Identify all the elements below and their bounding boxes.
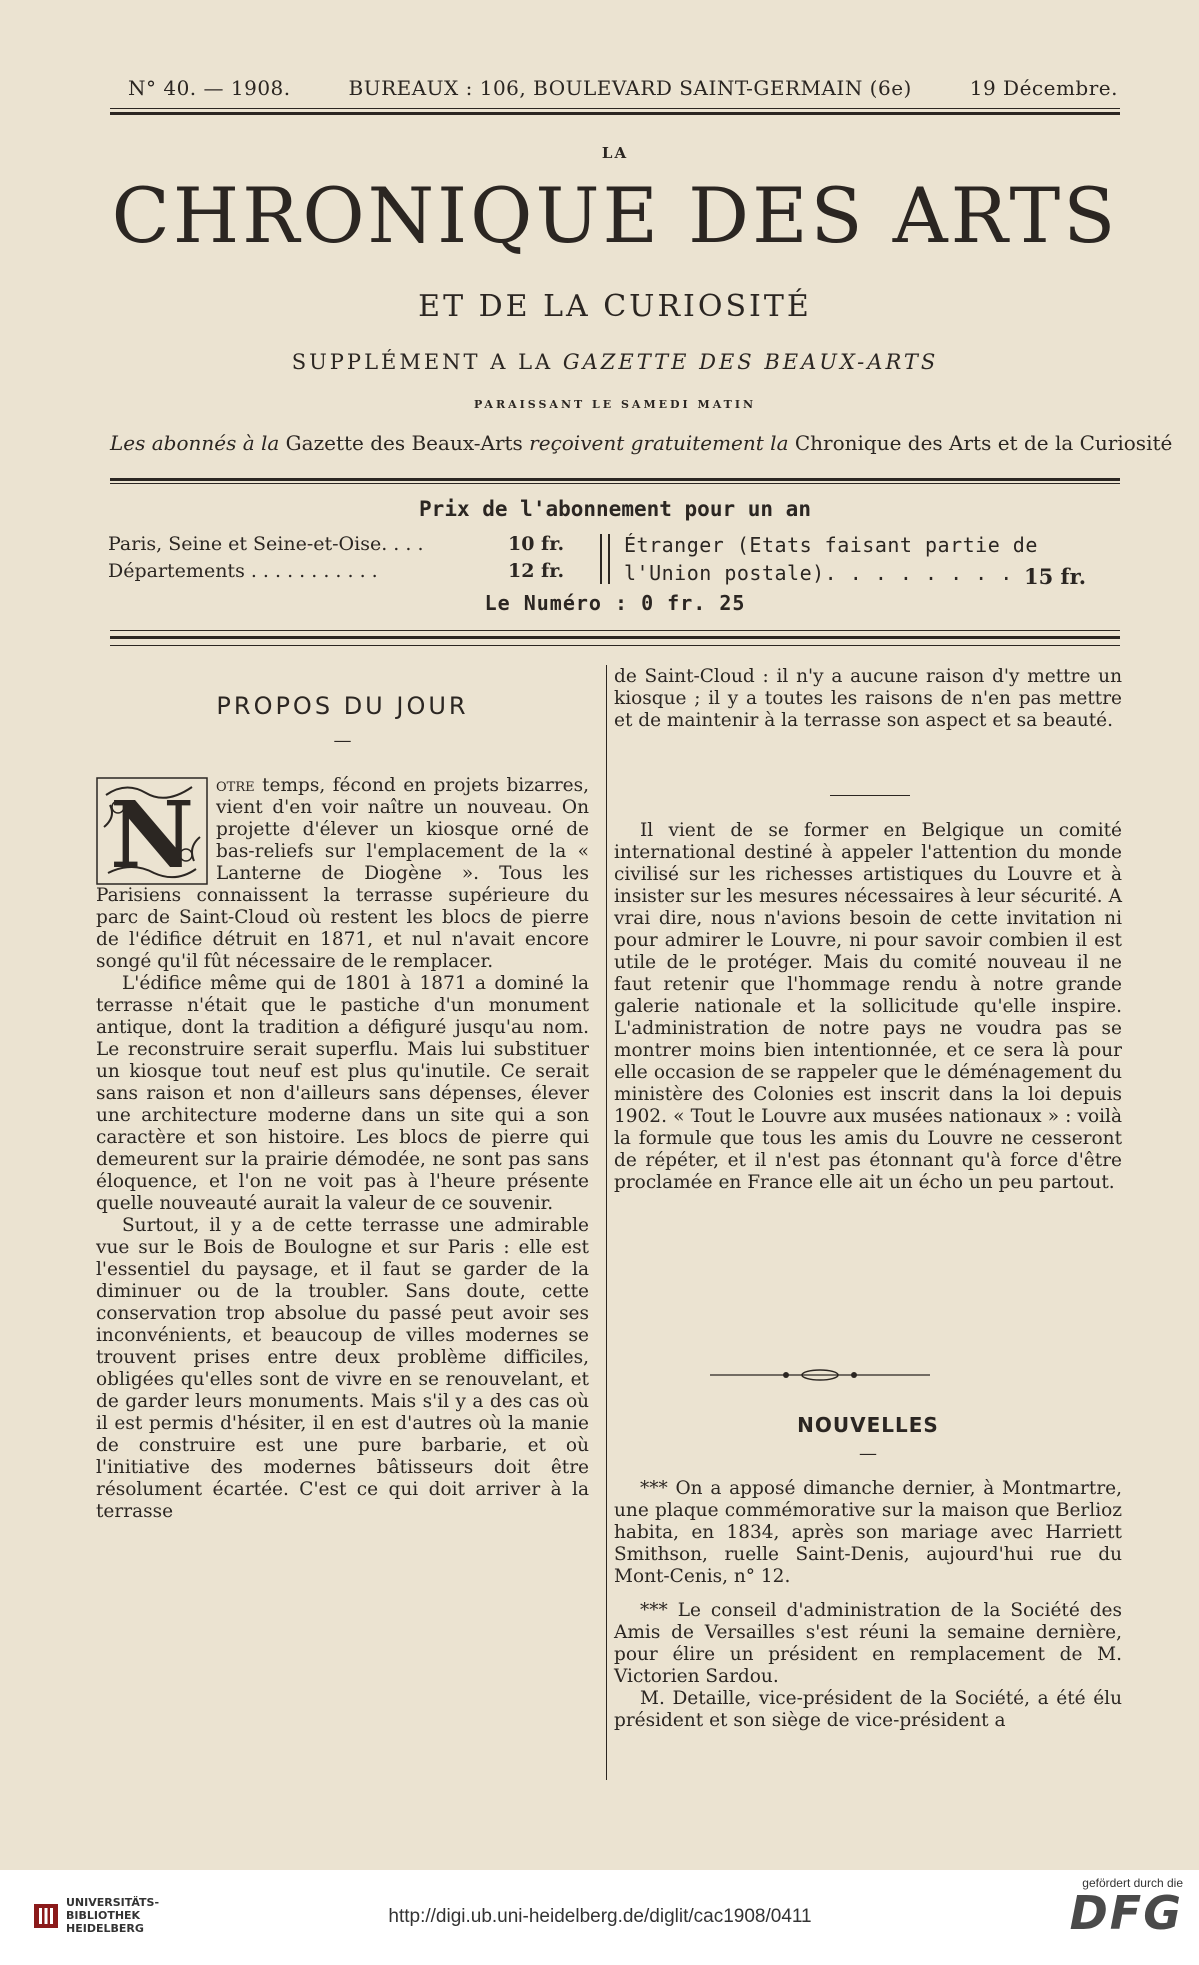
dfg-wordmark: DFG — [1069, 1886, 1183, 1940]
propos-paragraph-3: Surtout, il y a de cette terrasse une admirable vue sur le Bois de Boulogne et sur Paris : elle est l'essentiel du paysage, et il faut se garder de la diminuer ou de la troubler. Sans doute, cette conservation trop absolue du passé peut avoir ses inconvénients, et beaucoup de villes modernes se trouvent prises entre deux problème difficiles, obligées qu'elles sont de vivre en se renouvelant, et de garder leurs monuments. Mais s'il y a des cas où il est permis d'hésiter, il en est d'autres où la manie de construire est une pure barbarie, et où l'initiative des modernes bâtisseurs doit être résolument écartée. C'est ce qui doit arriver à la terrasse — [96, 1215, 589, 1522]
columns-rule-thin-2 — [110, 645, 1120, 646]
ornamental-initial-n — [96, 777, 208, 885]
news-item-versailles: *** Le conseil d'administration de la Société des Amis de Versailles s'est réuni la semaine dernière, pour élire un président en remplacement de M. Victorien Sardou. — [614, 1600, 1122, 1687]
column-divider — [606, 665, 607, 1780]
library-emblem-icon — [34, 1904, 58, 1928]
abonnes-part-1: Les abonnés à la — [110, 431, 280, 455]
subscription-departements — [108, 560, 593, 582]
propos-paragraph-2: L'édifice même qui de 1801 à 1871 a dominé la terrasse n'était que le pastiche d'un monument antique, dont la tradition a défiguré jusqu'au nom. Le reconstruire serait superflu. Mais lui substituer un kiosque tout neuf est plus qu'inutile. Ce serait sans raison et non d'ailleurs sans dépenses, élever une architecture moderne dans un site qui a son caractère et son histoire. Les blocs de pierre qui demeurent sur la prairie démodée, ne sont pas sans éloquence, et l'on ne voit pas à l'heure présente quelle nouveauté aurait la valeur de ce souvenir. — [96, 973, 589, 1214]
columns-rule-thin — [110, 630, 1120, 631]
library-name-line: HEIDELBERG — [66, 1922, 144, 1935]
page-subtitle: ET DE LA CURIOSITÉ — [418, 289, 812, 324]
masthead-rule-thick — [110, 112, 1120, 115]
masthead-rule-thin — [110, 108, 1120, 109]
dfg-caption: gefördert durch die — [1082, 1876, 1183, 1890]
dropcap-letter: N — [109, 781, 195, 885]
abonnes-part-2: Gazette des Beaux-Arts — [279, 431, 530, 455]
abonnes-part-4: Chronique des Arts et de la Curiosité — [788, 431, 1173, 455]
propos-first-word: otre — [216, 775, 255, 796]
louvre-paragraph: Il vient de se former en Belgique un comité international destiné à appeler l'attention du monde civilisé sur les richesses artistiques du Louvre et à insister sur les mesures nécessaires à leur sécurité. A vrai dire, nous n'avions besoin de cette invitation ni pour admirer le Louvre, ni pour savoir combien il est utile de le protéger. Mais du comité nouveau il ne faut retenir que l'hommage rendu à notre grande galerie nationale et la sollicitude qu'elle inspire. L'administration de notre pays ne voudra pas se montrer moins bien intentionnée, et ce sera là pour elle occasion de se rappeler que le déménagement du ministère des Colonies est inscrit dans la loi depuis 1902. « Tout le Louvre aux musées nationaux » : voilà la formule que tous les amis du Louvre ne cesseront de répéter, et il n'est pas étonnant qu'à force d'être proclamée en France elle ait un écho un peu partout. — [614, 820, 1122, 1193]
subscription-paris — [108, 533, 593, 555]
columns-rule-thick — [110, 636, 1120, 639]
propos-dash: — — [333, 730, 352, 751]
nouvelles-dash: — — [859, 1443, 877, 1464]
dfg-logo — [1069, 1876, 1183, 1940]
subscription-rule-top-thin — [110, 483, 1120, 484]
supplement-line — [110, 350, 1120, 374]
etranger-line-1: Étranger (Etats faisant partie de — [624, 533, 1038, 557]
news-item-berlioz: *** On a apposé dimanche dernier, à Montmartre, une plaque commémorative sur la maison que Berlioz habita, en 1834, après son mariage avec Harriett Smithson, ruelle Saint-Denis, aujourd'hui rue du Mont-Cenis, n° 12. — [614, 1478, 1122, 1587]
library-name-line: UNIVERSITÄTS- — [66, 1896, 160, 1909]
library-logo — [34, 1896, 159, 1935]
dept-label: Départements . . . . . . . . . . . — [108, 560, 378, 582]
nouvelles-heading: NOUVELLES — [797, 1413, 939, 1437]
bureaux-address: BUREAUX : 106, BOULEVARD SAINT-GERMAIN (6e) — [348, 76, 912, 100]
library-name — [66, 1896, 159, 1935]
library-name-line: BIBLIOTHEK — [66, 1909, 141, 1922]
subscription-rule-top — [110, 478, 1120, 481]
news-item-detaille: M. Detaille, vice-président de la Société, a été élu président et son siège de vice-président a — [614, 1688, 1122, 1731]
issue-date: 19 Décembre. — [969, 76, 1118, 100]
subscription-title: Prix de l'abonnement pour un an — [419, 497, 811, 521]
louvre-article — [614, 820, 1122, 1194]
nouvelles-list — [614, 1478, 1122, 1732]
digitization-footer — [0, 1870, 1199, 1965]
etranger-price: 15 fr. — [1024, 564, 1087, 589]
dept-price: 12 fr. — [508, 560, 565, 582]
paris-label: Paris, Seine et Seine-et-Oise. . . . — [108, 533, 424, 555]
issue-number: N° 40. — 1908. — [128, 76, 291, 100]
masthead-line — [128, 76, 1118, 100]
supplement-prefix: SUPPLÉMENT A LA — [291, 350, 563, 374]
supplement-gazette: GAZETTE DES BEAUX-ARTS — [562, 350, 939, 374]
single-issue-price: Le Numéro : 0 fr. 25 — [484, 591, 746, 615]
source-url[interactable]: http://digi.ub.uni-heidelberg.de/diglit/cac1908/0411 — [388, 1906, 812, 1927]
subscription-divider — [600, 534, 610, 584]
publication-schedule: PARAISSANT LE SAMEDI MATIN — [473, 398, 757, 411]
propos-heading: PROPOS DU JOUR — [216, 692, 469, 720]
ornamental-divider — [710, 1368, 930, 1382]
page-title: CHRONIQUE DES ARTS — [111, 171, 1119, 260]
title-article: LA — [601, 144, 629, 162]
etranger-line-2: l'Union postale). . . . . . . . . — [624, 561, 1038, 585]
abonnes-part-3: reçoivent gratuitement la — [529, 431, 789, 455]
right-separator-rule — [830, 795, 910, 796]
propos-paragraph-1-text: temps, fécond en projets bizarres, vient d'en voir naître un nouveau. On projette d'élever un kiosque orné de bas-reliefs sur l'emplacement de la « Lanterne de Diogène ». Tous les Parisiens connaissent la terrasse supérieure du parc de Saint-Cloud où restent les blocs de pierre de l'édifice détruit en 1871, et nul n'avait encore songé qu'il fût nécessaire de le remplacer. — [96, 775, 589, 972]
paris-price: 10 fr. — [508, 533, 565, 555]
right-column — [614, 666, 1122, 732]
subscribers-note — [110, 431, 1173, 455]
propos-continued: de Saint-Cloud : il n'y a aucune raison d'y mettre un kiosque ; il y a toutes les raisons de n'en pas mettre et de maintenir à la terrasse son aspect et sa beauté. — [614, 666, 1122, 731]
propos-article — [96, 775, 589, 1523]
